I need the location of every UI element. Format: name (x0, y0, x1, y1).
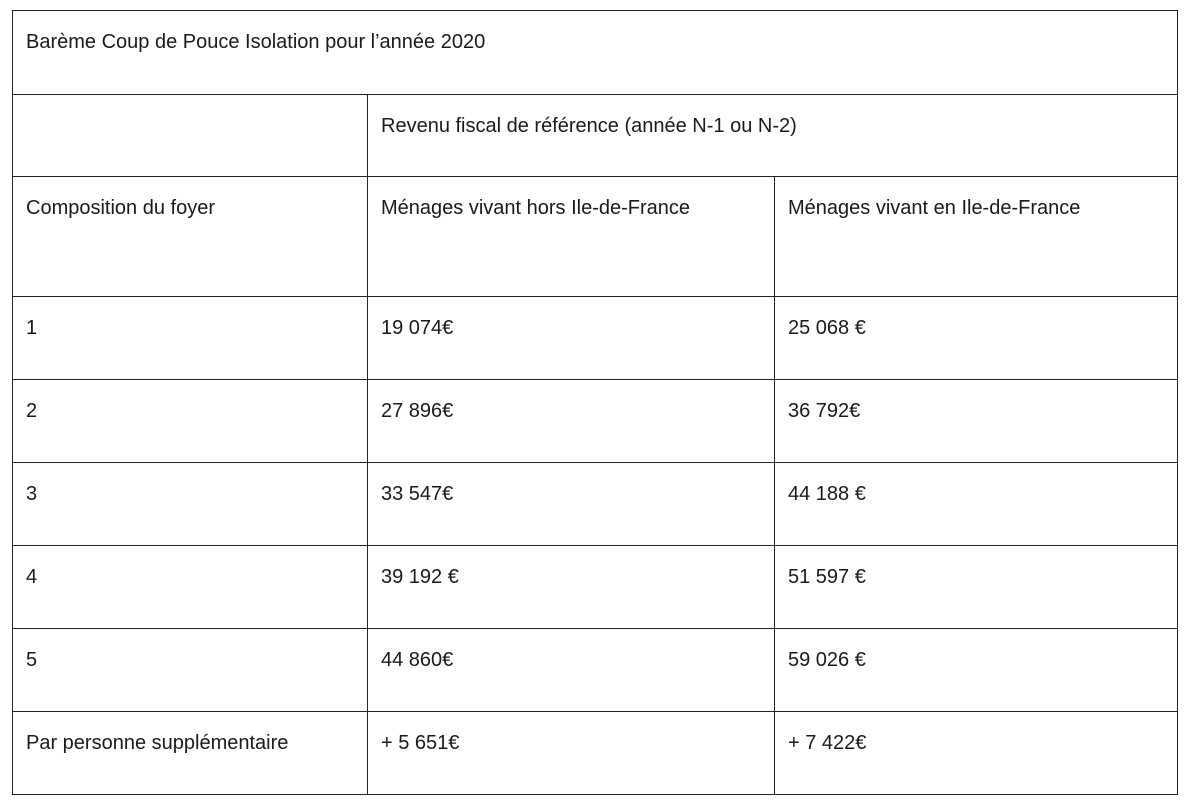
cell-idf: 25 068 € (775, 297, 1178, 380)
table-title: Barème Coup de Pouce Isolation pour l’année 2020 (13, 11, 1178, 95)
cell-idf: 59 026 € (775, 629, 1178, 712)
cell-composition: 5 (13, 629, 368, 712)
table-row (13, 629, 1178, 712)
header-idf: Ménages vivant en Ile-de-France (775, 177, 1178, 297)
cell-composition: 1 (13, 297, 368, 380)
title-row (13, 11, 1178, 95)
column-header-row (13, 177, 1178, 297)
cell-hors-idf: 44 860€ (368, 629, 775, 712)
cell-hors-idf: 33 547€ (368, 463, 775, 546)
cell-hors-idf: 39 192 € (368, 546, 775, 629)
header-hors-idf: Ménages vivant hors Ile-de-France (368, 177, 775, 297)
empty-header-cell (13, 95, 368, 177)
super-header-cell: Revenu fiscal de référence (année N-1 ou N-2) (368, 95, 1178, 177)
cell-hors-idf: + 5 651€ (368, 712, 775, 795)
cell-composition: 3 (13, 463, 368, 546)
cell-idf: 51 597 € (775, 546, 1178, 629)
table-row (13, 463, 1178, 546)
header-composition: Composition du foyer (13, 177, 368, 297)
table-row (13, 712, 1178, 795)
cell-idf: + 7 422€ (775, 712, 1178, 795)
cell-idf: 36 792€ (775, 380, 1178, 463)
cell-hors-idf: 27 896€ (368, 380, 775, 463)
super-header-row (13, 95, 1178, 177)
table-row (13, 297, 1178, 380)
cell-composition: Par personne supplémentaire (13, 712, 368, 795)
cell-composition: 2 (13, 380, 368, 463)
cell-idf: 44 188 € (775, 463, 1178, 546)
cell-composition: 4 (13, 546, 368, 629)
table-row (13, 380, 1178, 463)
table-row (13, 546, 1178, 629)
bareme-table (12, 10, 1178, 795)
cell-hors-idf: 19 074€ (368, 297, 775, 380)
